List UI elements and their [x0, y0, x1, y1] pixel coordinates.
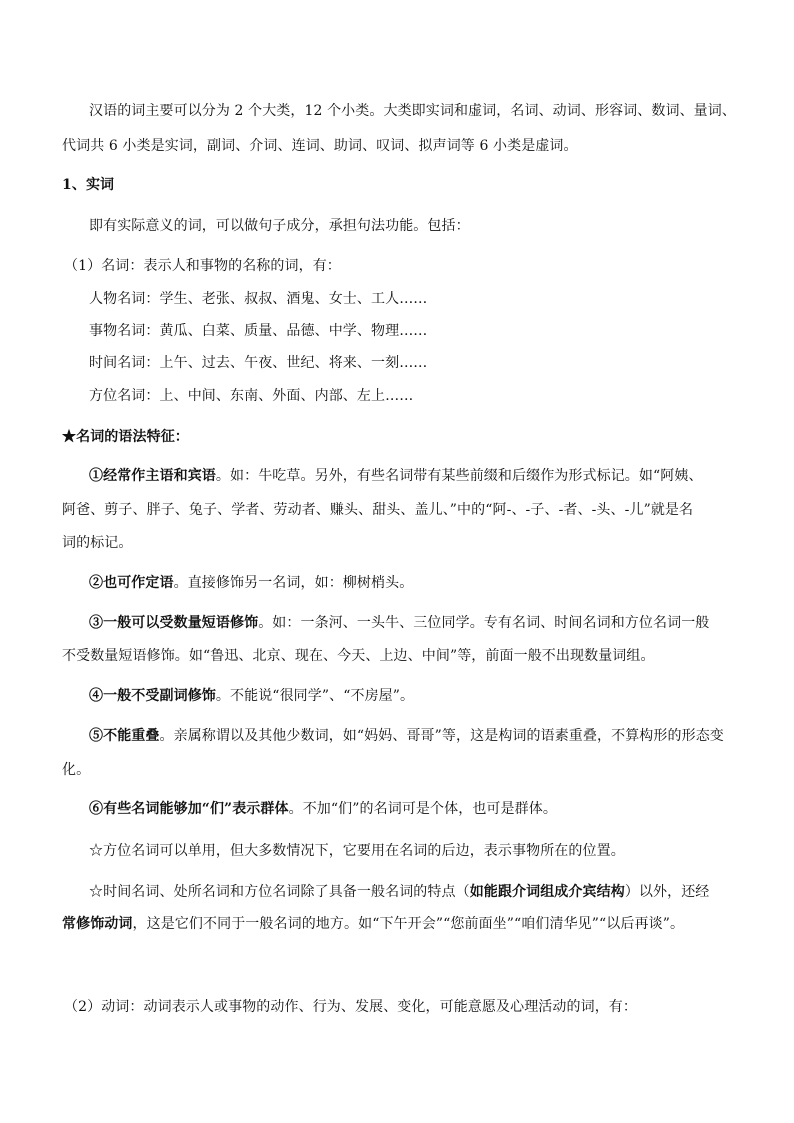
note-2-part-a: ☆时间名词、处所名词和方位名词除了具备一般名词的特点（: [89, 884, 470, 900]
note-2-part-b: ）以外，还经: [624, 884, 710, 900]
feature-6: [89, 799, 557, 819]
intro-line-2: 代词共 6 小类是实词，副词、介词、连词、助词、叹词、拟声词等 6 小类是虚词。: [62, 138, 578, 154]
note-2-part-c: ，这是它们不同于一般名词的地方。如“下午开会”“您前面坐”“咱们清华见”“以后再谈”。: [132, 916, 685, 932]
feature-1-line-1: [89, 466, 703, 486]
feature-5-key: ⑤不能重叠: [89, 728, 160, 744]
feature-1-line-3: 词的标记。: [62, 535, 133, 551]
section-description: 即有实际意义的词，可以做句子成分，承担句法功能。包括：: [89, 218, 470, 234]
intro-line-1: 汉语的词主要可以分为 2 个大类，12 个小类。大类即实词和虚词，名词、动词、形容词、数词、量词、: [89, 103, 736, 119]
feature-4-text: 。不能说“很同学”、“不房屋”。: [215, 688, 415, 704]
note-time-place-line-2: [62, 914, 684, 934]
feature-3-line-1: [89, 613, 709, 633]
feature-3-text: 。如：一条河、一头牛、三位同学。专有名词、时间名词和方位名词一般: [258, 615, 710, 631]
feature-1-line-2: 阿爸、剪子、胖子、兔子、学者、劳动者、赚头、甜头、盖儿、”中的“阿-、-子、-者、-头、-儿”就是名: [62, 502, 694, 518]
noun-things: 事物名词：黄瓜、白菜、质量、品德、中学、物理……: [89, 323, 428, 339]
noun-heading: （1）名词：表示人和事物的名称的词，有：: [64, 258, 341, 274]
feature-5-line-2: 化。: [62, 762, 91, 778]
feature-2-key: ②也可作定语: [89, 575, 174, 591]
noun-direction: 方位名词：上、中间、东南、外面、内部、左上……: [89, 388, 414, 404]
feature-5-text: 。亲属称谓以及其他少数词，如“妈妈、哥哥”等，这是构词的语素重叠，不算构形的形态变: [159, 728, 724, 744]
feature-2-text: 。直接修饰另一名词，如：柳树梢头。: [173, 575, 414, 591]
noun-time: 时间名词：上午、过去、午夜、世纪、将来、一刻……: [89, 355, 428, 371]
verb-heading: （2）动词：动词表示人或事物的动作、行为、发展、变化，可能意愿及心理活动的词，有：: [64, 999, 638, 1015]
feature-5-line-1: [89, 726, 724, 746]
feature-6-text: 。不加“们”的名词可是个体，也可是群体。: [288, 801, 557, 817]
note-2-emphasis-2: 常修饰动词: [62, 916, 133, 932]
feature-3-line-2: 不受数量短语修饰。如“鲁迅、北京、现在、今天、上边、中间”等，前面一般不出现数量词组。: [62, 648, 655, 664]
feature-4-key: ④一般不受副词修饰: [89, 688, 216, 704]
feature-6-key: ⑥有些名词能够加“们”表示群体: [89, 801, 289, 817]
features-heading: ★名词的语法特征：: [62, 429, 189, 445]
feature-1-key: ①经常作主语和宾语: [89, 468, 216, 484]
section-heading-shici: 1、实词: [62, 177, 115, 193]
feature-3-key: ③一般可以受数量短语修饰: [89, 615, 259, 631]
feature-1-text: 。如：牛吃草。另外，有些名词带有某些前缀和后缀作为形式标记。如“阿姨、: [215, 468, 703, 484]
feature-4: [89, 686, 414, 706]
note-2-emphasis-1: 如能跟介词组成介宾结构: [469, 884, 625, 900]
note-time-place-line-1: [89, 882, 709, 902]
noun-people: 人物名词：学生、老张、叔叔、酒鬼、女士、工人……: [89, 291, 428, 307]
feature-2: [89, 573, 413, 593]
note-direction-nouns: ☆方位名词可以单用，但大多数情况下，它要用在名词的后边，表示事物所在的位置。: [89, 843, 625, 859]
